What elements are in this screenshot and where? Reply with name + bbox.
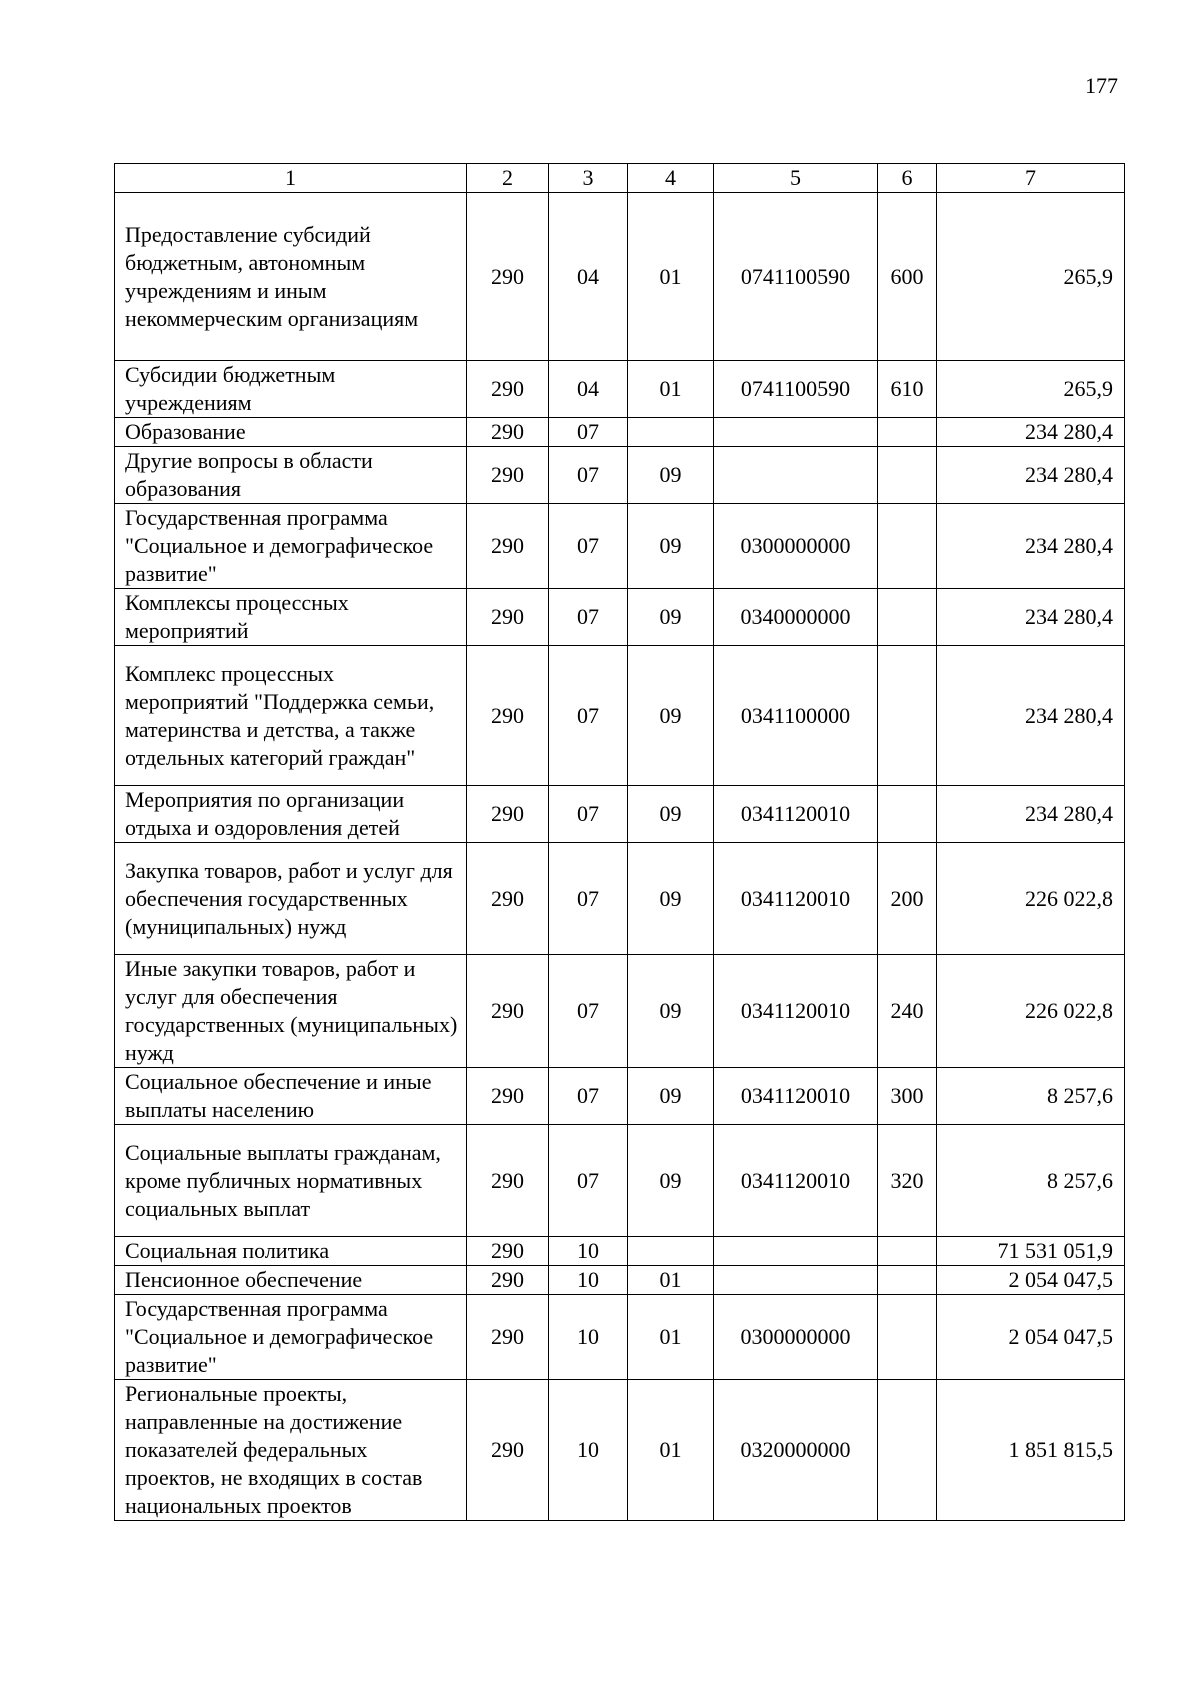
row-name-cell: Социальное обеспечение и иные выплаты населению — [115, 1068, 467, 1125]
expense-type-cell — [878, 447, 937, 504]
table-row — [115, 1295, 1125, 1380]
subsection-code-cell: 09 — [628, 589, 714, 646]
target-article-cell: 0300000000 — [714, 1295, 878, 1380]
expense-type-cell — [878, 504, 937, 589]
section-code-cell: 10 — [549, 1295, 628, 1380]
code-2-cell: 290 — [467, 1125, 549, 1237]
table-row — [115, 504, 1125, 589]
row-name-cell: Социальная политика — [115, 1237, 467, 1266]
expense-type-cell: 610 — [878, 361, 937, 418]
subsection-code-cell: 01 — [628, 1380, 714, 1521]
expense-type-cell: 200 — [878, 843, 937, 955]
subsection-code-cell: 09 — [628, 447, 714, 504]
expense-type-cell: 300 — [878, 1068, 937, 1125]
row-name-cell: Субсидии бюджетным учреждениям — [115, 361, 467, 418]
target-article-cell: 0340000000 — [714, 589, 878, 646]
header-cell-6: 6 — [878, 164, 937, 193]
section-code-cell: 07 — [549, 418, 628, 447]
row-name-cell: Пенсионное обеспечение — [115, 1266, 467, 1295]
code-2-cell: 290 — [467, 418, 549, 447]
section-code-cell: 07 — [549, 955, 628, 1068]
target-article-cell — [714, 447, 878, 504]
table-row — [115, 418, 1125, 447]
header-cell-1: 1 — [115, 164, 467, 193]
target-article-cell — [714, 418, 878, 447]
subsection-code-cell: 01 — [628, 1266, 714, 1295]
row-name-cell: Социальные выплаты гражданам, кроме публичных нормативных социальных выплат — [115, 1125, 467, 1237]
subsection-code-cell: 01 — [628, 1295, 714, 1380]
amount-cell: 234 280,4 — [937, 646, 1125, 786]
amount-cell: 234 280,4 — [937, 504, 1125, 589]
amount-cell: 2 054 047,5 — [937, 1295, 1125, 1380]
expense-type-cell: 320 — [878, 1125, 937, 1237]
section-code-cell: 10 — [549, 1380, 628, 1521]
amount-cell: 71 531 051,9 — [937, 1237, 1125, 1266]
amount-cell: 1 851 815,5 — [937, 1380, 1125, 1521]
table-row — [115, 786, 1125, 843]
amount-cell: 265,9 — [937, 193, 1125, 361]
section-code-cell: 07 — [549, 1068, 628, 1125]
section-code-cell: 07 — [549, 589, 628, 646]
budget-table — [114, 163, 1125, 1521]
code-2-cell: 290 — [467, 447, 549, 504]
subsection-code-cell: 09 — [628, 843, 714, 955]
row-name-cell: Другие вопросы в области образования — [115, 447, 467, 504]
target-article-cell: 0341120010 — [714, 786, 878, 843]
expense-type-cell — [878, 646, 937, 786]
page-number: 177 — [1085, 73, 1118, 98]
subsection-code-cell: 09 — [628, 504, 714, 589]
expense-type-cell — [878, 1295, 937, 1380]
amount-cell: 8 257,6 — [937, 1125, 1125, 1237]
row-name-cell: Комплексы процессных мероприятий — [115, 589, 467, 646]
target-article-cell: 0341120010 — [714, 1068, 878, 1125]
row-name-cell: Иные закупки товаров, работ и услуг для обеспечения государственных (муниципальных) нужд — [115, 955, 467, 1068]
row-name-cell: Предоставление субсидий бюджетным, автономным учреждениям и иным некоммерческим организациям — [115, 193, 467, 361]
amount-cell: 2 054 047,5 — [937, 1266, 1125, 1295]
table-row — [115, 1266, 1125, 1295]
table-row — [115, 447, 1125, 504]
subsection-code-cell: 09 — [628, 786, 714, 843]
header-cell-4: 4 — [628, 164, 714, 193]
amount-cell: 234 280,4 — [937, 447, 1125, 504]
section-code-cell: 10 — [549, 1266, 628, 1295]
table-header-row — [115, 164, 1125, 193]
table-row — [115, 589, 1125, 646]
amount-cell: 234 280,4 — [937, 589, 1125, 646]
amount-cell: 234 280,4 — [937, 786, 1125, 843]
row-name-cell: Государственная программа "Социальное и демографическое развитие" — [115, 1295, 467, 1380]
table-row — [115, 1125, 1125, 1237]
code-2-cell: 290 — [467, 504, 549, 589]
subsection-code-cell: 01 — [628, 361, 714, 418]
code-2-cell: 290 — [467, 955, 549, 1068]
target-article-cell — [714, 1237, 878, 1266]
expense-type-cell: 240 — [878, 955, 937, 1068]
subsection-code-cell: 09 — [628, 1125, 714, 1237]
table-row — [115, 955, 1125, 1068]
subsection-code-cell: 09 — [628, 1068, 714, 1125]
amount-cell: 226 022,8 — [937, 843, 1125, 955]
expense-type-cell — [878, 1266, 937, 1295]
expense-type-cell — [878, 786, 937, 843]
row-name-cell: Мероприятия по организации отдыха и оздоровления детей — [115, 786, 467, 843]
code-2-cell: 290 — [467, 589, 549, 646]
target-article-cell: 0741100590 — [714, 361, 878, 418]
subsection-code-cell — [628, 1237, 714, 1266]
header-cell-5: 5 — [714, 164, 878, 193]
subsection-code-cell: 01 — [628, 193, 714, 361]
code-2-cell: 290 — [467, 193, 549, 361]
section-code-cell: 04 — [549, 361, 628, 418]
table-row — [115, 646, 1125, 786]
row-name-cell: Комплекс процессных мероприятий "Поддержка семьи, материнства и детства, а также отдельных категорий граждан" — [115, 646, 467, 786]
section-code-cell: 07 — [549, 646, 628, 786]
target-article-cell: 0341120010 — [714, 1125, 878, 1237]
amount-cell: 8 257,6 — [937, 1068, 1125, 1125]
target-article-cell: 0341120010 — [714, 955, 878, 1068]
table-row — [115, 361, 1125, 418]
section-code-cell: 04 — [549, 193, 628, 361]
expense-type-cell — [878, 589, 937, 646]
table-row — [115, 1380, 1125, 1521]
target-article-cell: 0300000000 — [714, 504, 878, 589]
target-article-cell: 0741100590 — [714, 193, 878, 361]
table-row — [115, 193, 1125, 361]
header-cell-2: 2 — [467, 164, 549, 193]
table-row — [115, 843, 1125, 955]
code-2-cell: 290 — [467, 1068, 549, 1125]
subsection-code-cell — [628, 418, 714, 447]
target-article-cell — [714, 1266, 878, 1295]
subsection-code-cell: 09 — [628, 955, 714, 1068]
target-article-cell: 0320000000 — [714, 1380, 878, 1521]
code-2-cell: 290 — [467, 843, 549, 955]
row-name-cell: Закупка товаров, работ и услуг для обеспечения государственных (муниципальных) нужд — [115, 843, 467, 955]
code-2-cell: 290 — [467, 1266, 549, 1295]
row-name-cell: Региональные проекты, направленные на достижение показателей федеральных проектов, не входящих в состав национальных проектов — [115, 1380, 467, 1521]
header-cell-7: 7 — [937, 164, 1125, 193]
section-code-cell: 07 — [549, 786, 628, 843]
amount-cell: 265,9 — [937, 361, 1125, 418]
code-2-cell: 290 — [467, 361, 549, 418]
section-code-cell: 07 — [549, 447, 628, 504]
table-row — [115, 1237, 1125, 1266]
target-article-cell: 0341120010 — [714, 843, 878, 955]
code-2-cell: 290 — [467, 1295, 549, 1380]
target-article-cell: 0341100000 — [714, 646, 878, 786]
table-row — [115, 1068, 1125, 1125]
code-2-cell: 290 — [467, 646, 549, 786]
subsection-code-cell: 09 — [628, 646, 714, 786]
amount-cell: 234 280,4 — [937, 418, 1125, 447]
code-2-cell: 290 — [467, 1237, 549, 1266]
expense-type-cell — [878, 418, 937, 447]
section-code-cell: 07 — [549, 504, 628, 589]
amount-cell: 226 022,8 — [937, 955, 1125, 1068]
section-code-cell: 07 — [549, 1125, 628, 1237]
expense-type-cell: 600 — [878, 193, 937, 361]
row-name-cell: Государственная программа "Социальное и демографическое развитие" — [115, 504, 467, 589]
expense-type-cell — [878, 1380, 937, 1521]
section-code-cell: 10 — [549, 1237, 628, 1266]
row-name-cell: Образование — [115, 418, 467, 447]
header-cell-3: 3 — [549, 164, 628, 193]
section-code-cell: 07 — [549, 843, 628, 955]
code-2-cell: 290 — [467, 1380, 549, 1521]
expense-type-cell — [878, 1237, 937, 1266]
code-2-cell: 290 — [467, 786, 549, 843]
